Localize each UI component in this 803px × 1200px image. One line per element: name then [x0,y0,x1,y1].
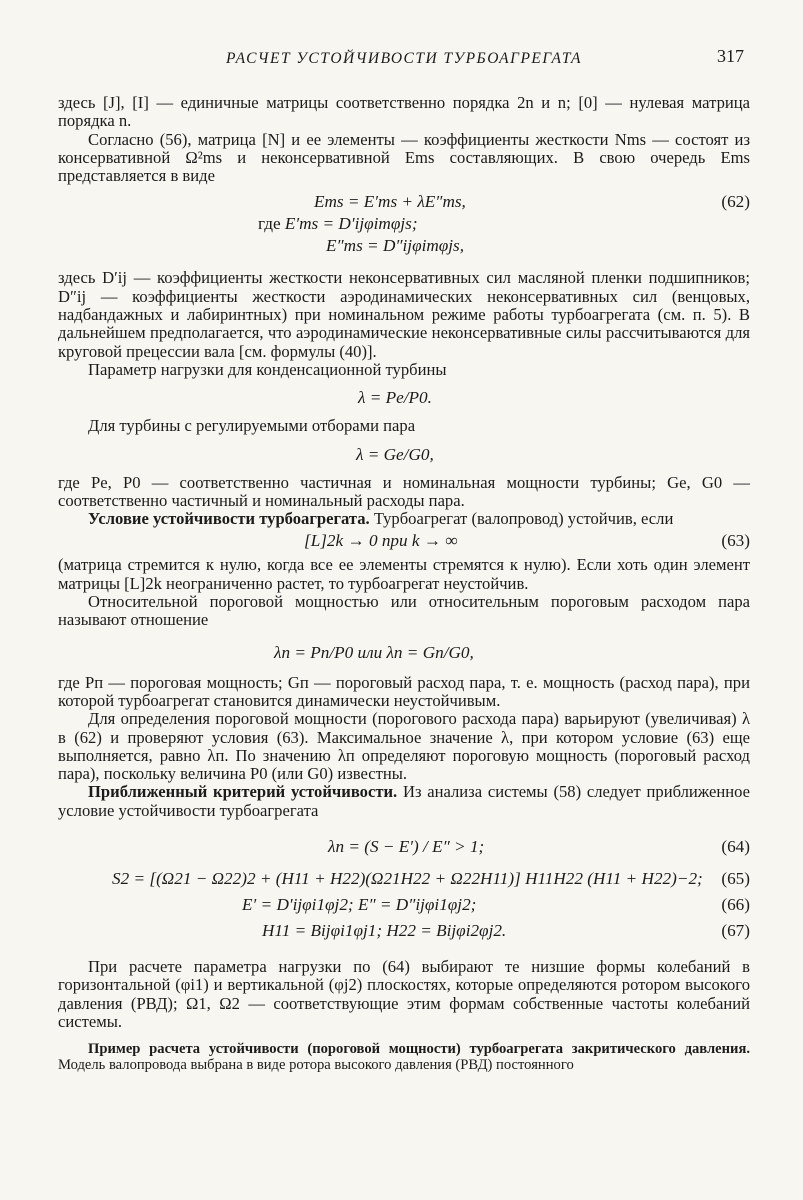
equation-62-c-row [58,235,750,257]
paragraph-threshold-power: где Pп — пороговая мощность; Gп — пороговый расход пара, т. е. мощность (расход пара), при которой турбоагрегат становится динамически неустойчивым. [58,672,750,710]
equation-lambda-extraction: λ = Ge/G0, [356,444,434,464]
example-heading: Пример расчета устойчивости (пороговой мощности) турбоагрегата закритического давления. [88,1041,750,1058]
paragraph-power-definitions: где Pe, P0 — соответственно частичная и номинальная мощности турбины; Ge, G0 — соответственно частичный и номинальный расходы пара. [58,472,750,510]
paragraph-matrices: здесь [J], [I] — единичные матрицы соответственно порядка 2n и n; [0] — нулевая матрица порядка n. [58,93,750,131]
example-section [58,1041,750,1073]
where-label: где [258,214,281,234]
equation-64-main: λп = (S − E′) / E″ > 1; [328,837,485,857]
equation-67-main: H11 = Bijφi1φj1; H22 = Bijφi2φj2. [262,921,507,941]
equation-65 [58,868,750,890]
equation-62-where [58,213,750,235]
equation-66-main: E′ = D′ijφi1φj2; E″ = D″ijφi1φj2; [242,895,477,915]
paragraph-coefficients: здесь D′ij — коэффициенты жесткости неконсервативных сил масляной пленки подшипников; D″ij — коэффициенты жесткости аэродинамических неконсервативных сил (венцовых, надбандажных и лабиринтных) при номинальном режиме работы турбоагрегата (см. п. 5). В дальнейшем предполагается, что аэродинамические неконсервативные силы рассчитываются для круговой прецессии вала [см. формулы (40)]. [58,268,750,361]
equation-63-number: (63) [721,531,750,551]
equation-62-number: (62) [721,192,750,212]
paragraph-matrix-limit: (матрица стремится к нулю, когда все ее элементы стремятся к нулю). Если хоть один элемент матрицы [L]2k неограниченно растет, то турбоагрегат неустойчив. [58,555,750,593]
stability-condition-heading: Условие устойчивости турбоагрегата. [88,509,370,529]
approximate-criterion-heading: Приближенный критерий устойчивости. [88,782,398,802]
paragraph-stiffness: Согласно (56), матрица [N] и ее элементы — коэффициенты жесткости Nms — состоят из консервативной Ω²ms и неконсервативной Ems составляющих. В свою очередь Ems представляется в виде [58,129,750,186]
running-title: РАСЧЕТ УСТОЙЧИВОСТИ ТУРБОАГРЕГАТА [225,50,583,67]
paragraph-stability-condition: Условие устойчивости турбоагрегата. Турбоагрегат (валопровод) устойчив, если [88,509,674,529]
paragraph-threshold-definition: Относительной пороговой мощностью или относительным пороговым расходом пара называют отношение [58,592,750,630]
equation-62-b: E′ms = D′ijφimφjs; [284,214,418,234]
equation-67 [58,920,750,942]
book-page [58,44,750,1073]
equation-63 [58,530,750,552]
equation-threshold: λп = Pп/P0 или λп = Gп/G0, [274,642,474,662]
paragraph-example: Пример расчета устойчивости (пороговой мощности) турбоагрегата закритического давления. Модель валопровода выбрана в виде ротора высокого давления (РВД) постоянного [58,1041,750,1074]
page-header [58,44,750,74]
equation-64-number: (64) [721,837,750,857]
paragraph-load-param: Параметр нагрузки для конденсационной турбины [88,359,447,379]
paragraph-threshold-procedure: Для определения пороговой мощности (порогового расхода пара) варьируют (увеличивая) λ в (62) и проверяют условия (63). Максимальное значение λ, при котором условие (63) еще выполняется, равно λп. По значению λп определяют пороговую мощность (пороговый расход пара), поскольку величина P0 (или G0) известны. [58,709,750,784]
paragraph-load-calc: При расчете параметра нагрузки по (64) выбирают те низшие формы колебаний в горизонтальной (φi1) и вертикальной (φj2) плоскостях, которые определяются ротором высокого давления (РВД); Ω1, Ω2 — соответствующие этим формам собственные частоты колебаний системы. [58,957,750,1031]
equation-67-number: (67) [721,921,750,941]
paragraph-extraction: Для турбины с регулируемыми отборами пара [88,416,416,436]
equation-62-c: E″ms = D″ijφimφjs, [326,236,465,256]
equation-66-number: (66) [721,895,750,915]
equation-lambda-condensing: λ = Pe/P0. [358,388,432,408]
equation-63-main: [L]2k → 0 при k → ∞ [304,531,458,551]
equation-66 [58,894,750,916]
equation-62 [58,191,750,213]
paragraph-approximate-criterion: Приближенный критерий устойчивости. Из анализа системы (58) следует приближенное условие устойчивости турбоагрегата [58,782,751,820]
equation-62-main: Ems = E′ms + λE″ms, [314,192,466,212]
equation-65-number: (65) [721,869,750,889]
equation-64 [58,836,750,858]
equation-65-main: S2 = [(Ω21 − Ω22)2 + (H11 + H22)(Ω21H22 + Ω22H11)] H11H22 (H11 + H22)−2; [112,869,703,889]
page-number: 317 [717,46,744,66]
